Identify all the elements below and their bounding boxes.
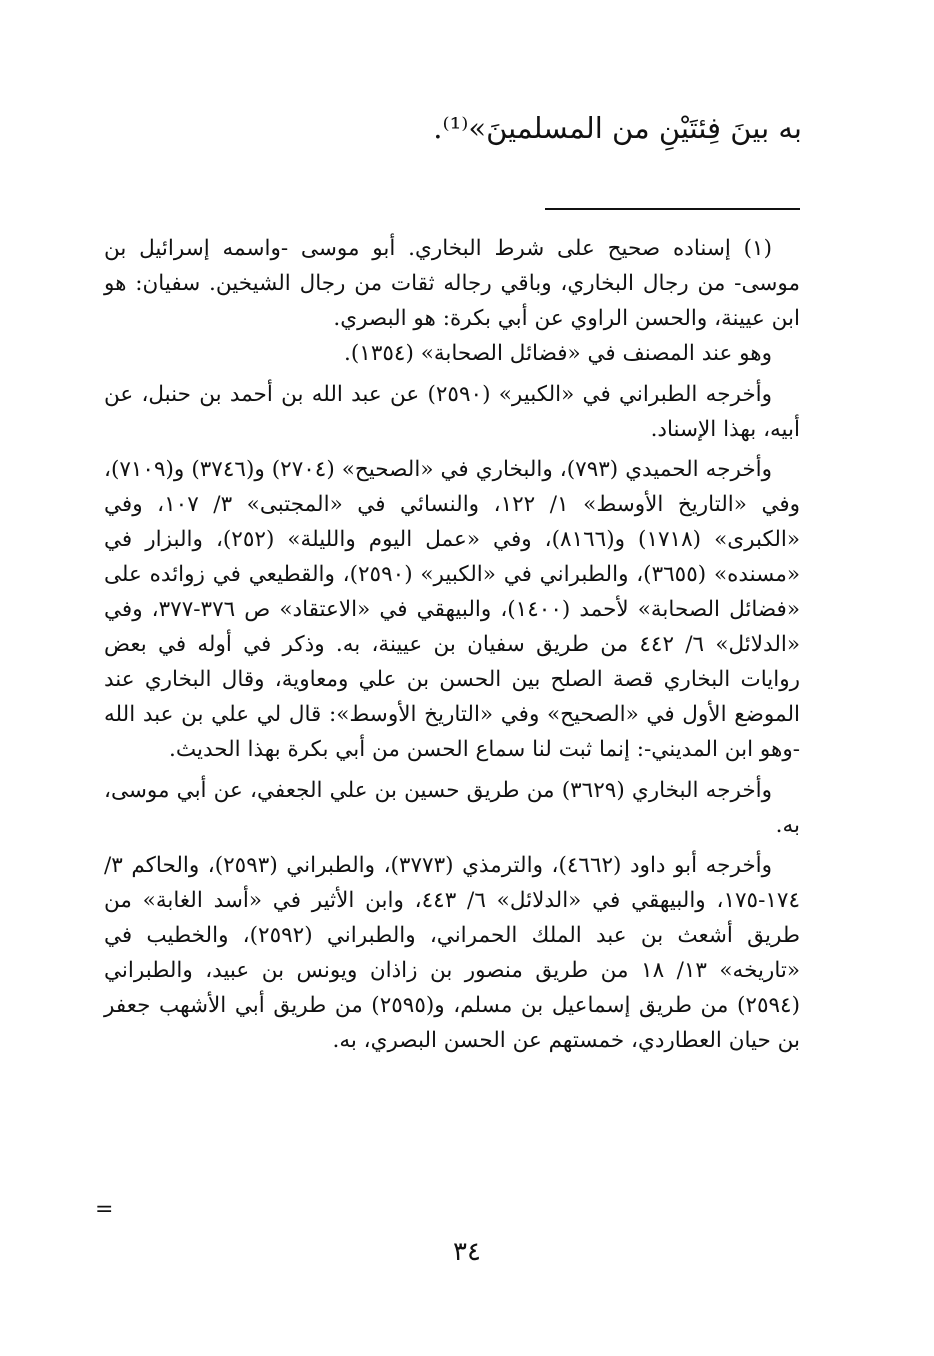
footnote-paragraph: وأخرجه الحميدي (٧٩٣)، والبخاري في «الصحيح» (٢٧٠٤) و(٣٧٤٦) و(٧١٠٩)، وفي «التاريخ الأوسط» ١/ ١٢٢، والنسائي في «المجتبى» ٣/ ١٠٧، وفي «الكبرى» (١٧١٨) و(٨١٦٦)، وفي «عمل اليوم والليلة» (٢٥٢)، والبزار في «مسنده» (٣٦٥٥)، والطبراني في «الكبير» (٢٥٩٠)، والقطيعي في زوائده على «فضائل الصحابة» لأحمد (١٤٠٠)، والبيهقي في «الاعتقاد» ص ٣٧٦-٣٧٧، وفي «الدلائل» ٦/ ٤٤٢ من طريق سفيان بن عيينة، به. وذكر في أوله في بعض روايات البخاري قصة الصلح بين الحسن بن علي ومعاوية، وقال البخاري عند الموضع الأول في «الصحيح» وفي «التاريخ الأوسط»: قال لي علي بن عبد الله -وهو ابن المديني-: إنما ثبت لنا سماع الحسن من أبي بكرة بهذا الحديث.	[104, 457, 801, 762]
footnote-paragraph: (١) إسناده صحيح على شرط البخاري. أبو موسى -واسمه إسرائيل بن موسى- من رجال البخاري، وباقي رجاله ثقات من رجال الشيخين. سفيان: هو ابن عيينة، والحسن الراوي عن أبي بكرة: هو البصري.	[104, 236, 800, 331]
footnote-paragraph: وأخرجه البخاري (٣٦٢٩) من طريق حسين بن علي الجعفي، عن أبي موسى، به.	[104, 777, 800, 838]
continuation-mark: =	[95, 1197, 114, 1222]
main-text-line: به بينَ فِئتَيْنِ من المسلمينَ»⁽¹⁾.	[433, 111, 802, 145]
footnote-separator	[545, 208, 800, 210]
footnote-paragraph: وهو عند المصنف في «فضائل الصحابة» (١٣٥٤).	[344, 340, 772, 366]
page-number: ٣٤	[453, 1237, 481, 1267]
footnote-paragraph: وأخرجه الطبراني في «الكبير» (٢٥٩٠) عن عبد الله بن أحمد بن حنبل، عن أبيه، بهذا الإسناد.	[104, 381, 800, 442]
footnotes-block	[104, 232, 800, 1059]
footnote-paragraph: وأخرجه أبو داود (٤٦٦٢)، والترمذي (٣٧٧٣)، والطبراني (٢٥٩٣)، والحاكم ٣/ ١٧٤-١٧٥، والبيهقي في «الدلائل» ٦/ ٤٤٣، وابن الأثير في «أسد الغابة» من طريق أشعث بن عبد الملك الحمراني، والطبراني (٢٥٩٢)، والخطيب في «تاريخه» ١٣/ ١٨ من طريق منصور بن زاذان ويونس بن عبيد، والطبراني (٢٥٩٤) من طريق إسماعيل بن مسلم، و(٢٥٩٥) من طريق أبي الأشهب جعفر بن حيان العطاردي، خمستهم عن الحسن البصري، به.	[104, 853, 801, 1053]
